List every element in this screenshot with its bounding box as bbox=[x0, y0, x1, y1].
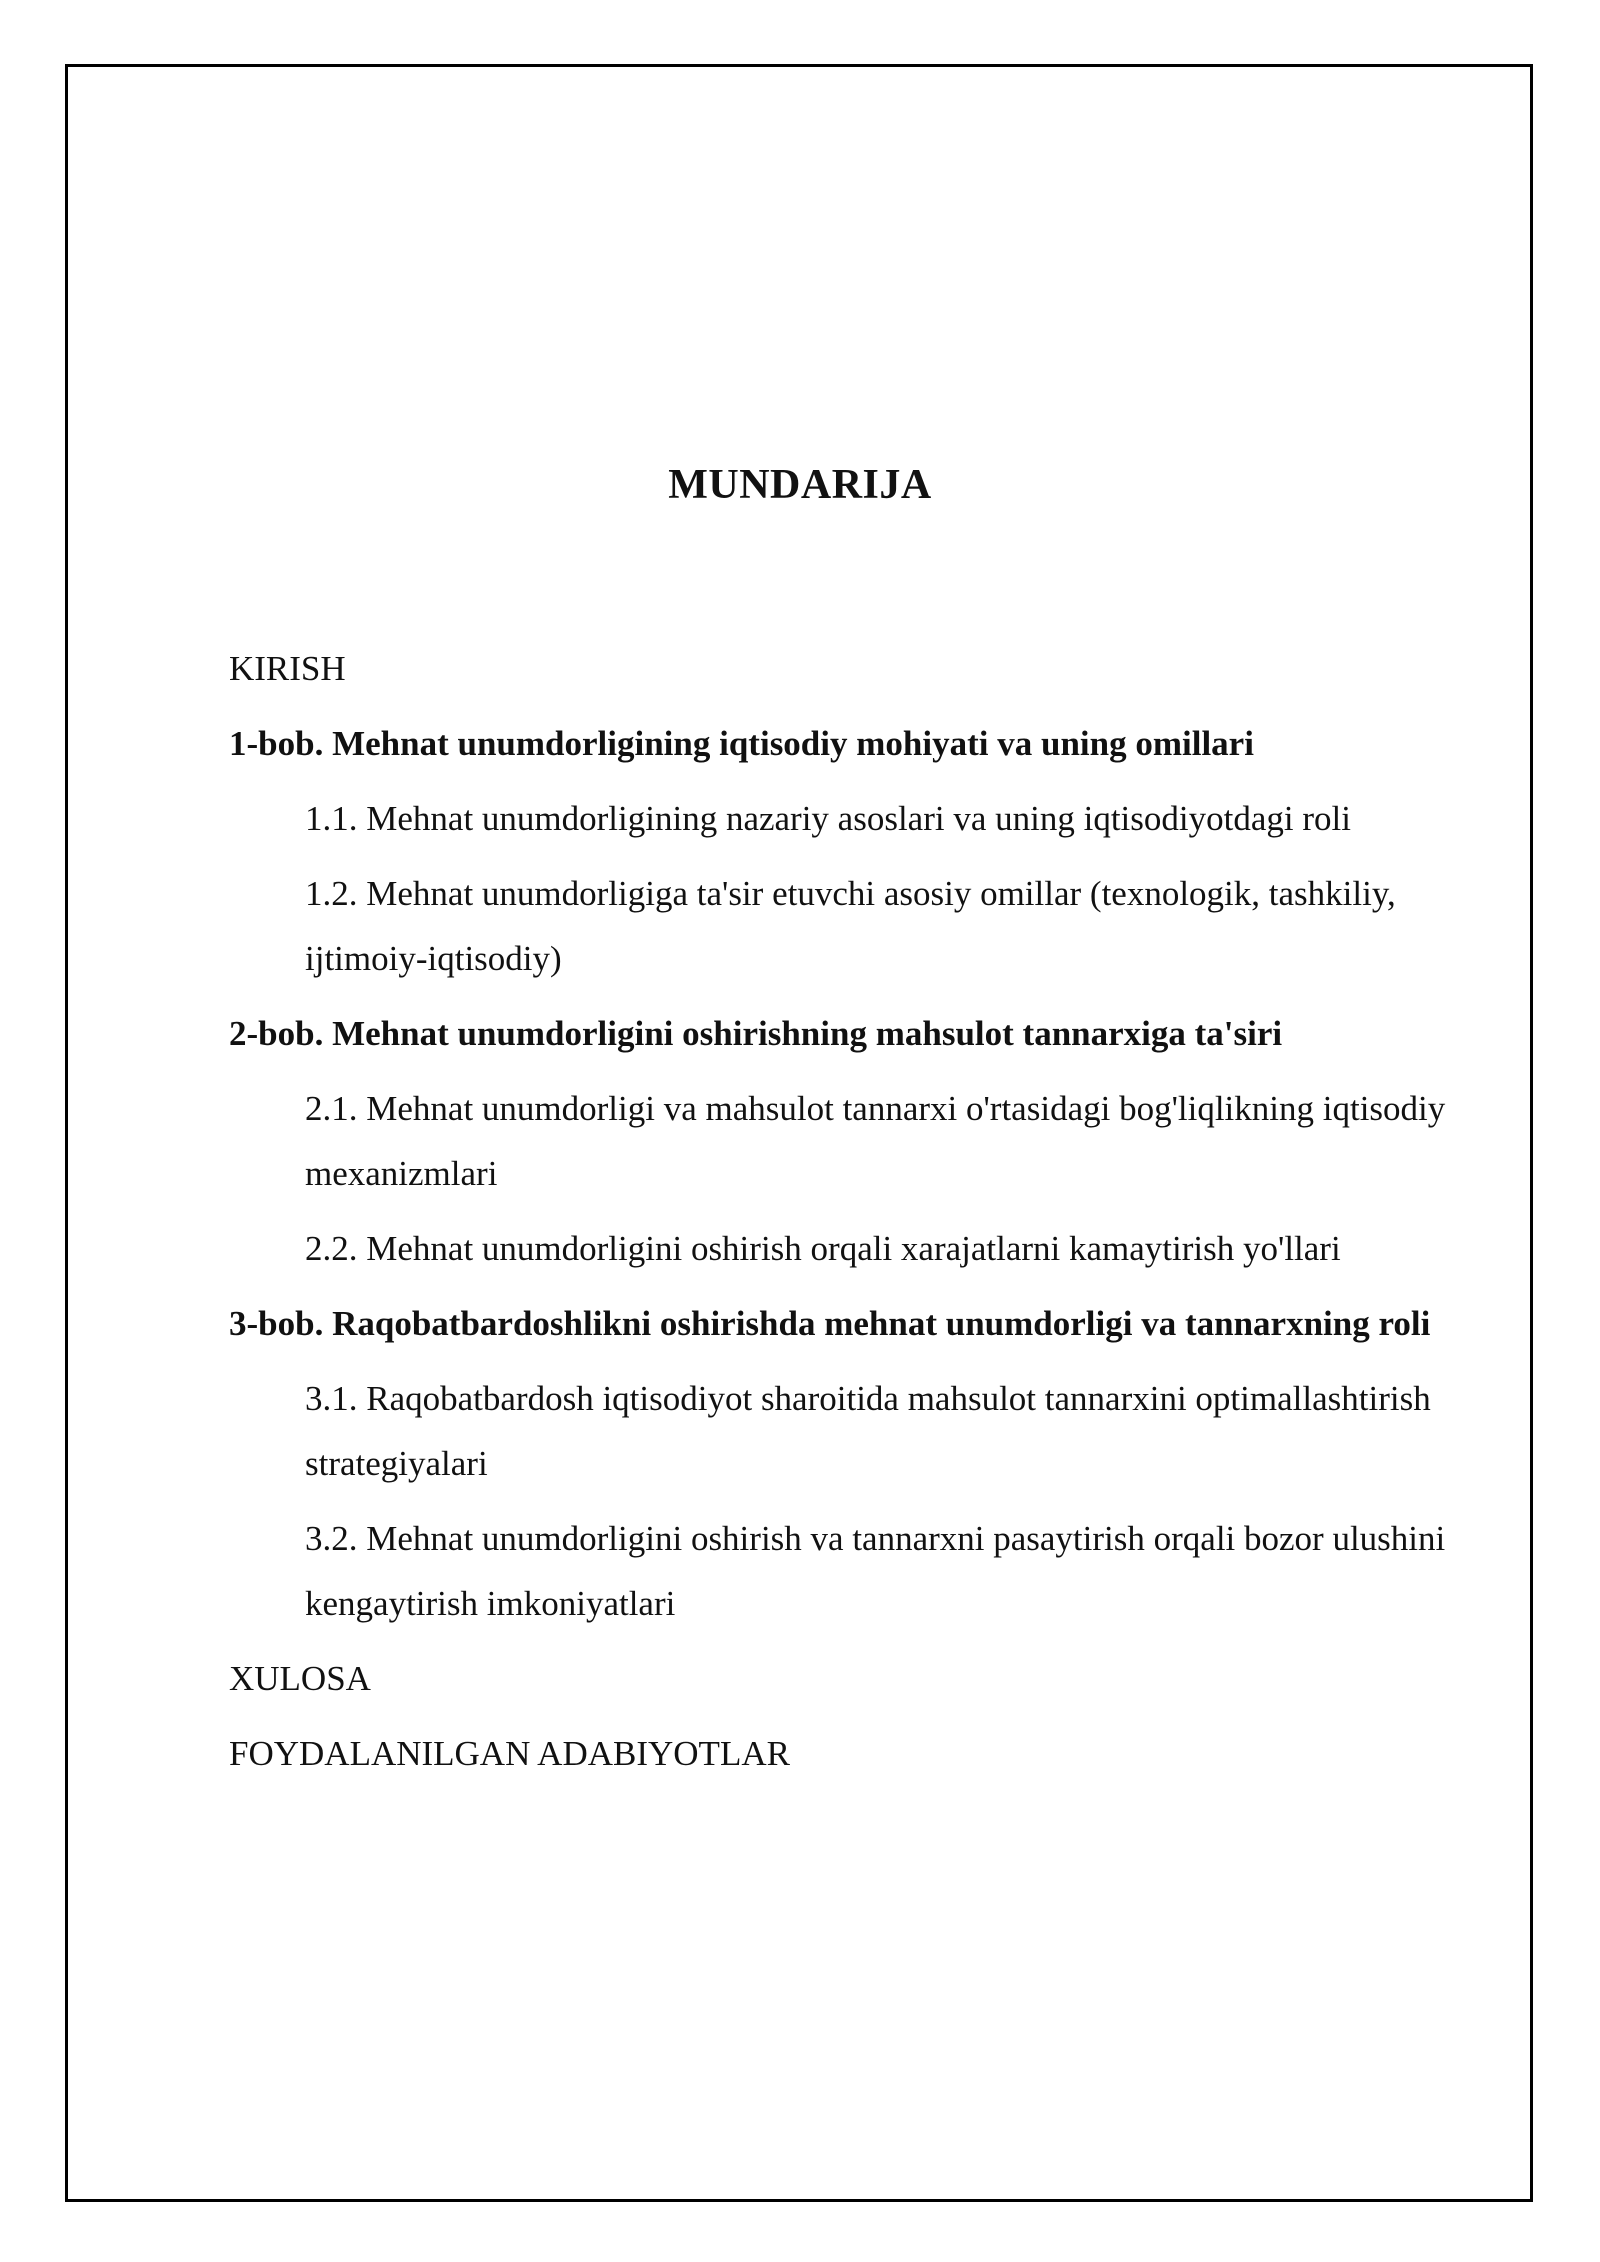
toc-section-2-2: 2.2. Mehnat unumdorligini oshirish orqali xarajatlarni kamaytirish yo'llari bbox=[305, 1229, 1341, 1268]
table-of-contents bbox=[229, 636, 1499, 1796]
toc-chapter-1: 1-bob. Mehnat unumdorligining iqtisodiy mohiyati va uning omillari bbox=[229, 724, 1254, 763]
toc-section-1-2: 1.2. Mehnat unumdorligiga ta'sir etuvchi asosiy omillar (texnologik, tashkiliy, ijtimoiy-iqtisodiy) bbox=[305, 874, 1396, 978]
toc-chapter-2: 2-bob. Mehnat unumdorligini oshirishning mahsulot tannarxiga ta'siri bbox=[229, 1014, 1283, 1053]
toc-section-1-1: 1.1. Mehnat unumdorligining nazariy asoslari va uning iqtisodiyotdagi roli bbox=[305, 799, 1351, 838]
toc-entry-references: FOYDALANILGAN ADABIYOTLAR bbox=[229, 1734, 790, 1773]
toc-section-3-1: 3.1. Raqobatbardosh iqtisodiyot sharoitida mahsulot tannarxini optimallashtirish strategiyalari bbox=[305, 1379, 1431, 1483]
toc-entry-conclusion: XULOSA bbox=[229, 1659, 371, 1698]
toc-chapter-3: 3-bob. Raqobatbardoshlikni oshirishda mehnat unumdorligi va tannarxning roli bbox=[229, 1304, 1431, 1343]
toc-section-3-2: 3.2. Mehnat unumdorligini oshirish va tannarxni pasaytirish orqali bozor ulushini kengaytirish imkoniyatlari bbox=[305, 1519, 1446, 1623]
toc-section-2-1: 2.1. Mehnat unumdorligi va mahsulot tannarxi o'rtasidagi bog'liqlikning iqtisodiy mexanizmlari bbox=[305, 1089, 1446, 1193]
page-title: MUNDARIJA bbox=[668, 462, 932, 508]
toc-entry-introduction: KIRISH bbox=[229, 649, 346, 688]
